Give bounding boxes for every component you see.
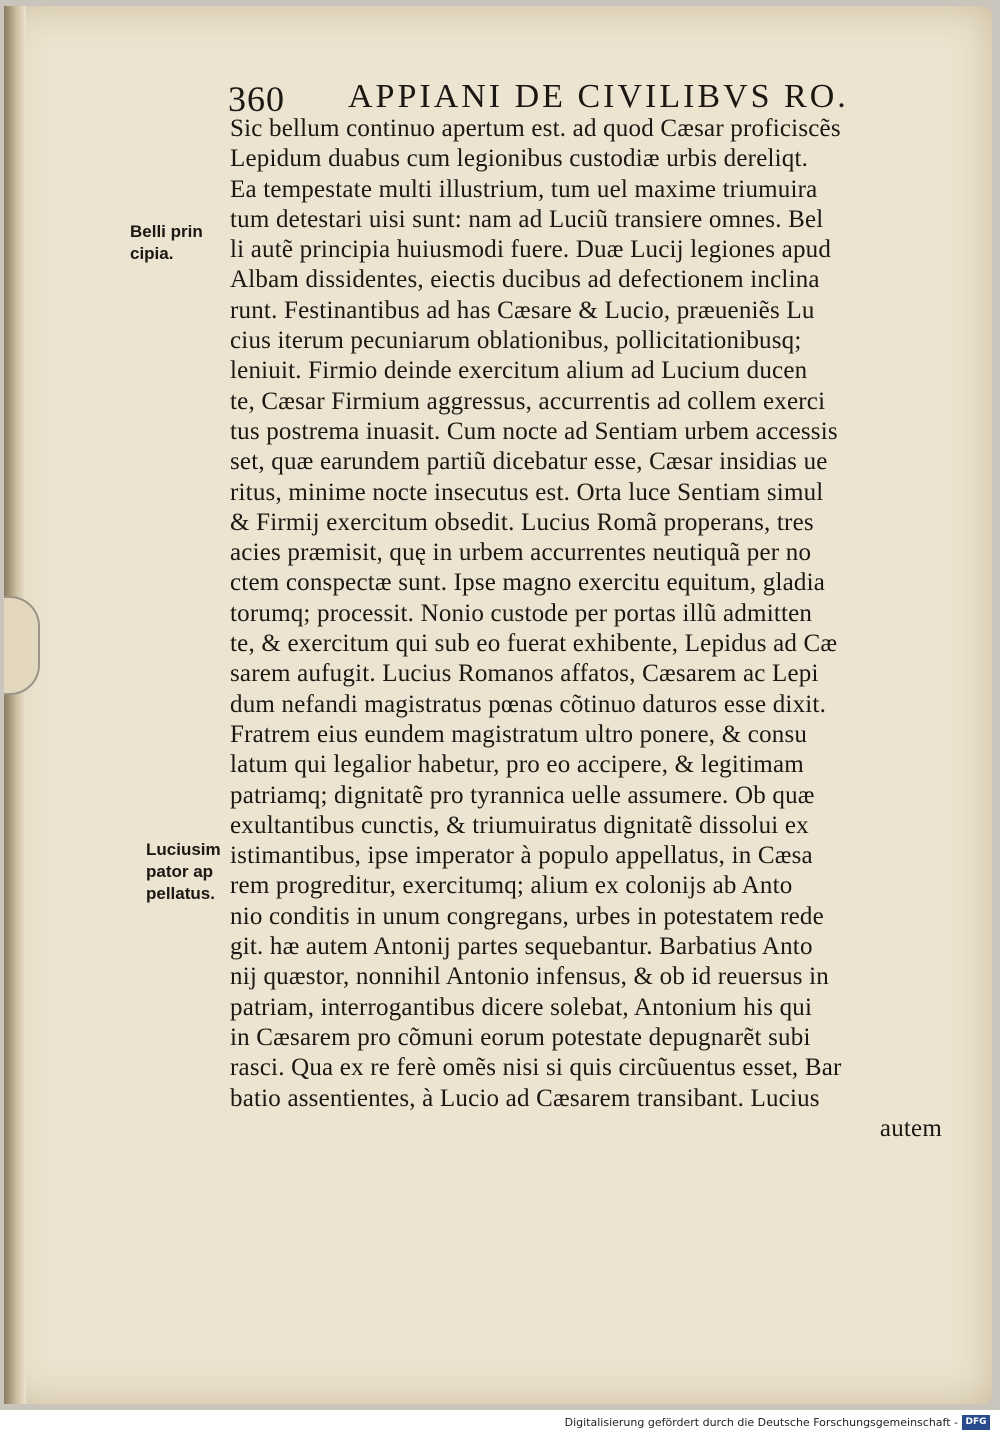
page-number: 360 <box>228 79 285 119</box>
text-line: set, quæ earundem partiũ dicebatur esse, Cæsar insidias ue <box>230 448 828 476</box>
dfg-logo: DFG <box>962 1415 990 1430</box>
text-line: sarem aufugit. Lucius Romanos affatos, Cæsarem ac Lepi <box>230 660 819 688</box>
margin-note-line: Belli prin <box>130 222 203 241</box>
text-line: & Firmij exercitum obsedit. Lucius Romã properans, tres <box>230 508 814 536</box>
text-line: rem progreditur, exercitumq; alium ex colonijs ab Anto <box>230 872 793 900</box>
text-line: runt. Festinantibus ad has Cæsare & Lucio, præueniẽs Lu <box>230 296 815 324</box>
text-line: nio conditis in unum congregans, urbes in potestatem rede <box>230 902 824 930</box>
text-line: cius iterum pecuniarum oblationibus, pollicitationibusq; <box>230 327 802 355</box>
text-line: tum detestari uisi sunt: nam ad Luciũ transiere omnes. Bel <box>230 205 824 233</box>
text-line: istimantibus, ipse imperator à populo appellatus, in Cæsa <box>230 842 813 870</box>
margin-note-line: cipia. <box>130 244 174 263</box>
text-line: in Cæsarem pro cõmuni eorum potestate depugnarẽt subi <box>230 1023 811 1051</box>
text-line: nij quæstor, nonnihil Antonio infensus, & ob id reuersus in <box>230 963 829 991</box>
text-line: te, & exercitum qui sub eo fuerat exhibente, Lepidus ad Cæ <box>230 630 838 658</box>
catchword: autem <box>879 1114 942 1142</box>
text-line: Ea tempestate multi illustrium, tum uel maxime triumuira <box>230 175 818 203</box>
text-line: te, Cæsar Firmium aggressus, accurrentis ad collem exerci <box>230 387 826 415</box>
text-line: exultantibus cunctis, & triumuiratus dignitatẽ dissolui ex <box>230 811 809 839</box>
text-line: ctem conspectæ sunt. Ipse magno exercitu equitum, gladia <box>230 569 826 597</box>
margin-note-line: pator ap <box>146 862 214 881</box>
text-line: ritus, minime nocte insecutus est. Orta luce Sentiam simul <box>230 478 824 506</box>
text-line: batio assentientes, à Lucio ad Cæsarem transibant. Lucius <box>230 1084 820 1112</box>
text-line: patriamq; dignitatẽ pro tyrannica uelle assumere. Ob quæ <box>230 781 815 809</box>
text-line: git. hæ autem Antonij partes sequebantur. Barbatius Anto <box>230 933 813 961</box>
text-line: li autẽ principia huiusmodi fuere. Duæ Lucij legiones apud <box>230 236 832 264</box>
footer-credit: Digitalisierung gefördert durch die Deutsche Forschungsgemeinschaft - <box>564 1416 958 1429</box>
paper-leaf <box>4 6 992 1404</box>
text-line: tus postrema inuasit. Cum nocte ad Sentiam urbem accessis <box>230 417 838 445</box>
page-edge-tab <box>4 596 40 695</box>
text-line: rasci. Qua ex re ferè omẽs nisi si quis circũuentus esset, Bar <box>230 1054 842 1082</box>
text-line: Lepidum duabus cum legionibus custodiæ urbis dereliqt. <box>230 145 809 173</box>
margin-note-line: Luciusim <box>146 840 221 859</box>
text-line: Fratrem eius eundem magistratum ultro ponere, & consu <box>230 720 808 748</box>
running-head-title: APPIANI DE CIVILIBVS RO. <box>348 78 849 115</box>
text-line: patriam, interrogantibus dicere solebat, Antonium his qui <box>230 993 813 1021</box>
margin-note-belli-principia <box>130 221 203 265</box>
footer-bar <box>0 1410 1000 1438</box>
text-line: latum qui legalior habetur, pro eo accipere, & legitimam <box>230 751 804 779</box>
body-text <box>230 114 946 1144</box>
book-spine-shadow <box>4 6 26 1404</box>
text-line: torumq; processit. Nonio custode per portas illũ admitten <box>230 599 813 627</box>
text-line: acies præmisit, quę in urbem accurrentes neutiquã per no <box>230 539 812 567</box>
text-line: Sic bellum continuo apertum est. ad quod Cæsar proficiscẽs <box>230 115 841 142</box>
text-line: dum nefandi magistratus pœnas cõtinuo daturos esse dixit. <box>230 690 827 718</box>
text-line: leniuit. Firmio deinde exercitum alium ad Lucium ducen <box>230 357 808 385</box>
text-line: Albam dissidentes, eiectis ducibus ad defectionem inclina <box>230 266 820 294</box>
margin-note-line: pellatus. <box>146 884 215 903</box>
margin-note-lucius-imperator <box>146 839 221 905</box>
